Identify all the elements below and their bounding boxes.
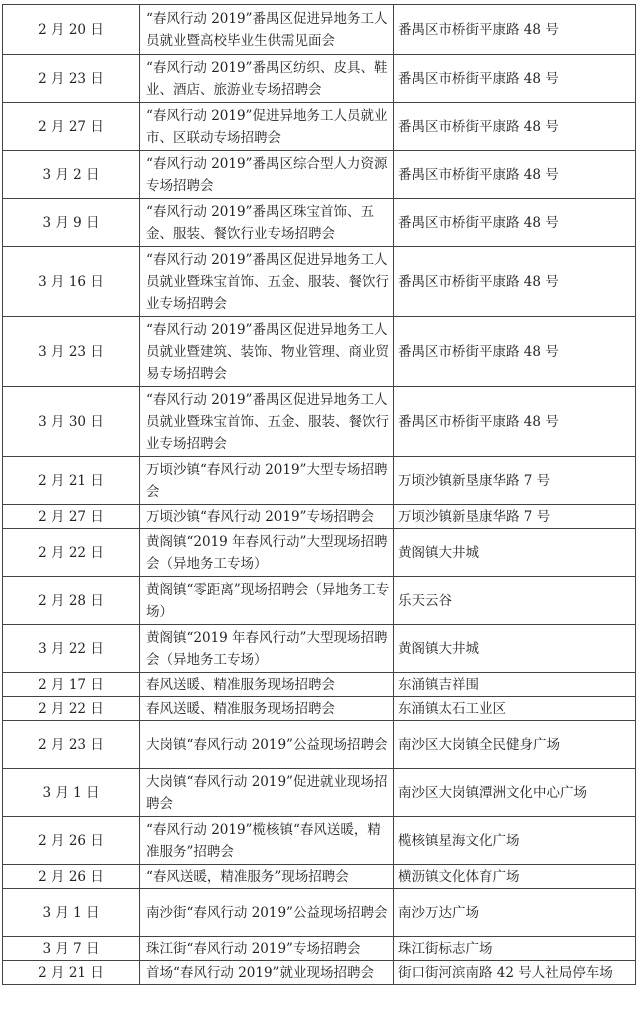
event-cell: “春风行动 2019”番禺区促进异地务工人员就业暨高校毕业生供需见面会 xyxy=(140,5,394,55)
table-row xyxy=(3,5,636,55)
event-cell: 黄阁镇“零距离”现场招聘会（异地务工专场） xyxy=(140,577,394,625)
event-cell: 春风送暖、精准服务现场招聘会 xyxy=(140,697,394,721)
date-cell: 3 月 2 日 xyxy=(3,151,140,199)
table-row xyxy=(3,103,636,151)
table-row xyxy=(3,697,636,721)
event-cell: 大岗镇“春风行动 2019”促进就业现场招聘会 xyxy=(140,769,394,817)
venue-cell: 黄阁镇大井城 xyxy=(394,625,636,673)
venue-cell: 乐天云谷 xyxy=(394,577,636,625)
venue-cell: 横沥镇文化体育广场 xyxy=(394,865,636,889)
table-row xyxy=(3,247,636,317)
date-cell: 2 月 27 日 xyxy=(3,505,140,529)
table-row xyxy=(3,961,636,985)
venue-cell: 黄阁镇大井城 xyxy=(394,529,636,577)
date-cell: 2 月 26 日 xyxy=(3,817,140,865)
table-row xyxy=(3,317,636,387)
venue-cell: 东涌镇吉祥围 xyxy=(394,673,636,697)
table-row xyxy=(3,199,636,247)
date-cell: 2 月 23 日 xyxy=(3,55,140,103)
date-cell: 2 月 22 日 xyxy=(3,697,140,721)
date-cell: 2 月 21 日 xyxy=(3,961,140,985)
date-cell: 3 月 30 日 xyxy=(3,387,140,457)
event-cell: “春风行动 2019”番禺区促进异地务工人员就业暨珠宝首饰、五金、服装、餐饮行业专场招聘会 xyxy=(140,387,394,457)
event-cell: “春风送暖，精准服务”现场招聘会 xyxy=(140,865,394,889)
event-cell: “春风行动 2019”番禺区纺织、皮具、鞋业、酒店、旅游业专场招聘会 xyxy=(140,55,394,103)
venue-cell: 万顷沙镇新垦康华路 7 号 xyxy=(394,457,636,505)
table-row xyxy=(3,387,636,457)
table-row xyxy=(3,529,636,577)
date-cell: 2 月 20 日 xyxy=(3,5,140,55)
date-cell: 3 月 1 日 xyxy=(3,889,140,937)
date-cell: 2 月 27 日 xyxy=(3,103,140,151)
venue-cell: 番禺区市桥街平康路 48 号 xyxy=(394,103,636,151)
table-row xyxy=(3,55,636,103)
date-cell: 2 月 22 日 xyxy=(3,529,140,577)
date-cell: 2 月 23 日 xyxy=(3,721,140,769)
table-row xyxy=(3,769,636,817)
venue-cell: 番禺区市桥街平康路 48 号 xyxy=(394,247,636,317)
venue-cell: 万顷沙镇新垦康华路 7 号 xyxy=(394,505,636,529)
event-cell: 春风送暖、精准服务现场招聘会 xyxy=(140,673,394,697)
event-cell: 万顷沙镇“春风行动 2019”专场招聘会 xyxy=(140,505,394,529)
event-cell: 首场“春风行动 2019”就业现场招聘会 xyxy=(140,961,394,985)
event-cell: “春风行动 2019”番禺区促进异地务工人员就业暨珠宝首饰、五金、服装、餐饮行业专场招聘会 xyxy=(140,247,394,317)
table-row xyxy=(3,625,636,673)
date-cell: 3 月 16 日 xyxy=(3,247,140,317)
venue-cell: 珠江街标志广场 xyxy=(394,937,636,961)
venue-cell: 南沙万达广场 xyxy=(394,889,636,937)
table-row xyxy=(3,865,636,889)
event-cell: 万顷沙镇“春风行动 2019”大型专场招聘会 xyxy=(140,457,394,505)
table-row xyxy=(3,505,636,529)
date-cell: 3 月 1 日 xyxy=(3,769,140,817)
venue-cell: 街口街河滨南路 42 号人社局停车场 xyxy=(394,961,636,985)
event-cell: “春风行动 2019”番禺区促进异地务工人员就业暨建筑、装饰、物业管理、商业贸易专场招聘会 xyxy=(140,317,394,387)
table-row xyxy=(3,937,636,961)
venue-cell: 榄核镇星海文化广场 xyxy=(394,817,636,865)
venue-cell: 番禺区市桥街平康路 48 号 xyxy=(394,387,636,457)
venue-cell: 番禺区市桥街平康路 48 号 xyxy=(394,5,636,55)
venue-cell: 番禺区市桥街平康路 48 号 xyxy=(394,151,636,199)
job-fair-table-body xyxy=(3,5,636,985)
event-cell: 黄阁镇“2019 年春风行动”大型现场招聘会（异地务工专场） xyxy=(140,529,394,577)
table-row xyxy=(3,721,636,769)
table-row xyxy=(3,889,636,937)
date-cell: 2 月 21 日 xyxy=(3,457,140,505)
table-row xyxy=(3,151,636,199)
event-cell: “春风行动 2019”番禺区综合型人力资源专场招聘会 xyxy=(140,151,394,199)
event-cell: 南沙街“春风行动 2019”公益现场招聘会 xyxy=(140,889,394,937)
event-cell: 大岗镇“春风行动 2019”公益现场招聘会 xyxy=(140,721,394,769)
table-row xyxy=(3,457,636,505)
date-cell: 2 月 26 日 xyxy=(3,865,140,889)
table-row xyxy=(3,817,636,865)
date-cell: 2 月 17 日 xyxy=(3,673,140,697)
event-cell: 珠江街“春风行动 2019”专场招聘会 xyxy=(140,937,394,961)
event-cell: “春风行动 2019”番禺区珠宝首饰、五金、服装、餐饮行业专场招聘会 xyxy=(140,199,394,247)
venue-cell: 东涌镇太石工业区 xyxy=(394,697,636,721)
event-cell: “春风行动 2019”榄核镇“春风送暖，精准服务”招聘会 xyxy=(140,817,394,865)
venue-cell: 番禺区市桥街平康路 48 号 xyxy=(394,317,636,387)
date-cell: 3 月 7 日 xyxy=(3,937,140,961)
job-fair-table xyxy=(2,4,636,985)
event-cell: “春风行动 2019”促进异地务工人员就业市、区联动专场招聘会 xyxy=(140,103,394,151)
venue-cell: 番禺区市桥街平康路 48 号 xyxy=(394,199,636,247)
table-row xyxy=(3,577,636,625)
venue-cell: 南沙区大岗镇潭洲文化中心广场 xyxy=(394,769,636,817)
date-cell: 3 月 23 日 xyxy=(3,317,140,387)
date-cell: 3 月 22 日 xyxy=(3,625,140,673)
date-cell: 2 月 28 日 xyxy=(3,577,140,625)
venue-cell: 番禺区市桥街平康路 48 号 xyxy=(394,55,636,103)
event-cell: 黄阁镇“2019 年春风行动”大型现场招聘会（异地务工专场） xyxy=(140,625,394,673)
venue-cell: 南沙区大岗镇全民健身广场 xyxy=(394,721,636,769)
date-cell: 3 月 9 日 xyxy=(3,199,140,247)
table-row xyxy=(3,673,636,697)
